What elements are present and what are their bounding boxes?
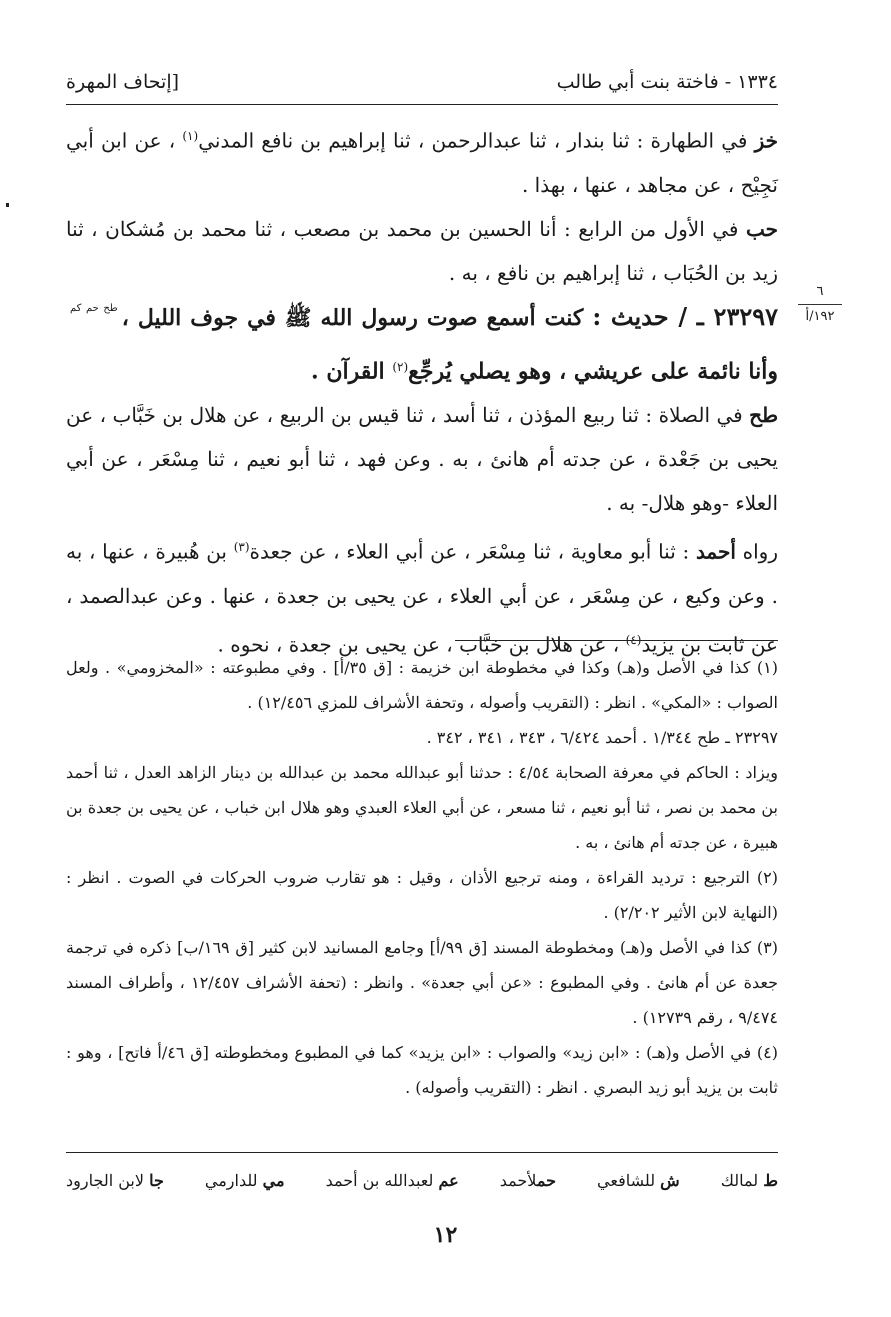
paragraph-hibban <box>66 207 778 295</box>
abbr-code: حم <box>536 1170 556 1190</box>
footnote-rule <box>455 640 778 641</box>
hadith-heading <box>66 295 778 394</box>
source-code: حب <box>745 216 778 241</box>
takhrij-addition: ويزاد : الحاكم في معرفة الصحابة ٤/٥٤ : حدثنا أبو عبدالله محمد بن عبدالله بن دينار الزاهد العدل ، ثنا أحمد بن محمد بن نصر ، ثنا أبو نعيم ، ثنا مسعر ، عن أبي العلاء العبدي وهو هلال ابن خباب ، عن يحيى بن جعدة بن هبيرة ، عن جدته أم هانئ ، به . <box>66 763 779 852</box>
header-chapter-title: ١٣٣٤ - فاختة بنت أبي طالب <box>556 71 778 93</box>
header-book-title: [إتحاف المهرة <box>66 71 180 93</box>
abbr-code: ط <box>763 1170 778 1190</box>
takhrij-line: ٢٣٢٩٧ ـ طح ١/٣٤٤ . أحمد ٦/٤٢٤ ، ٣٤٣ ، ٣٤١ ، ٣٤٢ . <box>426 728 778 747</box>
paragraph-text: رواه <box>735 539 778 564</box>
margin-volume: ٦ <box>816 284 824 299</box>
abbr-item <box>66 1171 164 1190</box>
hadith-text: كنت أسمع صوت رسول الله ﷺ في جوف الليل ، <box>121 304 593 331</box>
abbreviations-key <box>66 1160 778 1200</box>
margin-folio: ١٩٢/أ <box>805 309 835 324</box>
main-text <box>66 114 778 667</box>
abbr-text: لعبدالله بن أحمد <box>325 1170 439 1190</box>
abbr-code: مي <box>262 1170 285 1190</box>
abbr-text: لابن الجارود <box>66 1170 150 1190</box>
footnotes <box>66 650 778 1105</box>
paragraph-tahawi <box>66 393 778 525</box>
footnote-ref: (٤) <box>625 632 642 647</box>
footnote-ref: (١) <box>182 129 199 143</box>
paragraph-text: ، عن ابن أبي نَجِيْح ، عن مجاهد ، عنها ، بهذا . <box>66 128 778 197</box>
abbr-code: عم <box>438 1170 459 1190</box>
paragraph-text: في الصلاة : ثنا ربيع المؤذن ، ثنا أسد ، ثنا قيس بن الربيع ، عن هلال بن خَبَّاب ، عن يحيى بن جَعْدة ، عن جدته أم هانئ ، به . وعن فهد ، ثنا أبو نعيم ، ثنا مِسْعَر ، عن أبي العلاء -وهو هلال- به . <box>66 403 778 516</box>
paragraph-text: بن هُبيرة ، عنها ، به . وعن وكيع ، عن مِسْعَر ، عن أبي العلاء ، عن يحيى بن جعدة ، عنها . وعن عبدالصمد ، عن ثابت بن يزيد <box>66 539 778 657</box>
abbr-item <box>326 1171 459 1190</box>
footnote-4: (٤) في الأصل و(هـ) : «ابن زيد» والصواب : «ابن يزيد» كما في المطبوع ومخطوطته [ق ٤٦/أ فاتح] ، وهو : ثابت بن يزيد أبو زيد البصري . انظر : (التقريب وأصوله) . <box>66 1043 778 1097</box>
margin-rule <box>798 304 842 305</box>
abbr-item <box>205 1171 285 1190</box>
scan-mark <box>6 203 9 207</box>
abbr-text: للدارمي <box>204 1170 263 1190</box>
footnote-1: (١) كذا في الأصل و(هـ) وكذا في مخطوطة ابن خزيمة : [ق ٣٥/أ] . وفي مطبوعته : «المخزومي» . ولعل الصواب : «المكي» . انظر : (التقريب وأصوله ، وتحفة الأشراف للمزي ١٢/٤٥٦) . <box>66 658 778 712</box>
hadith-text: وأنا نائمة على عريشي ، وهو يصلي يُرجِّع <box>408 358 778 385</box>
footnote-2: (٢) الترجيع : ترديد القراءة ، ومنه ترجيع الأذان ، وقيل : هو تقارب ضروب الحركات في الصوت . انظر : (النهاية لابن الأثير ٢/٢٠٢) . <box>66 868 778 922</box>
footnote-ref: (٣) <box>233 540 250 555</box>
abbr-text: للشافعي <box>597 1170 661 1190</box>
abbr-text: لأحمد <box>499 1170 537 1190</box>
source-code: طح <box>749 403 778 428</box>
paragraph-text: في الأول من الرابع : أنا الحسين بن محمد بن مصعب ، ثنا محمد بن مُشكان ، ثنا زيد بن الحُبَاب ، ثنا إبراهيم بن نافع ، به . <box>66 216 778 285</box>
hadith-source-codes: طح حم كم <box>70 302 118 314</box>
paragraph-text: : ثنا أبو معاوية ، ثنا مِسْعَر ، عن أبي العلاء ، عن جعدة <box>249 539 696 564</box>
abbr-code: جا <box>149 1170 164 1190</box>
abbr-item <box>500 1171 556 1190</box>
footnote-ref: (٢) <box>392 359 409 374</box>
paragraph-text: في الطهارة : ثنا بندار ، ثنا عبدالرحمن ، ثنا إبراهيم بن نافع المدني <box>198 128 755 153</box>
abbreviations-rule <box>66 1152 778 1153</box>
footnote-3: (٣) كذا في الأصل و(هـ) ومخطوطة المسند [ق ٩٩/أ] وجامع المسانيد لابن كثير [ق ١٦٩/ب] ذكره في ترجمة جعدة عن أم هانئ . وفي المطبوع : «عن أبي جعدة» . وانظر : (تحفة الأشراف ١٢/٤٥٧ ، وأطراف المسند ٩/٤٧٤ ، رقم ١٢٧٣٩) . <box>66 938 778 1027</box>
paragraph-text: ، عن هلال بن خبَّاب ، عن يحيى بن جعدة ، نحوه . <box>217 632 626 657</box>
hadith-text: القرآن . <box>311 358 393 385</box>
source-code: أحمد <box>695 539 736 564</box>
source-code: خز <box>754 128 778 153</box>
hadith-number: ٢٣٢٩٧ ـ / حديث : <box>592 301 778 331</box>
abbr-code: ش <box>660 1170 680 1190</box>
page-number: ١٢ <box>433 1222 458 1248</box>
paragraph-khuzayma <box>66 114 778 207</box>
abbr-text: لمالك <box>720 1170 764 1190</box>
paragraph-ahmad <box>66 525 778 666</box>
margin-note <box>790 282 850 327</box>
abbr-item <box>597 1171 680 1190</box>
running-header <box>66 62 778 102</box>
header-rule <box>66 104 778 105</box>
abbr-item <box>721 1171 778 1190</box>
